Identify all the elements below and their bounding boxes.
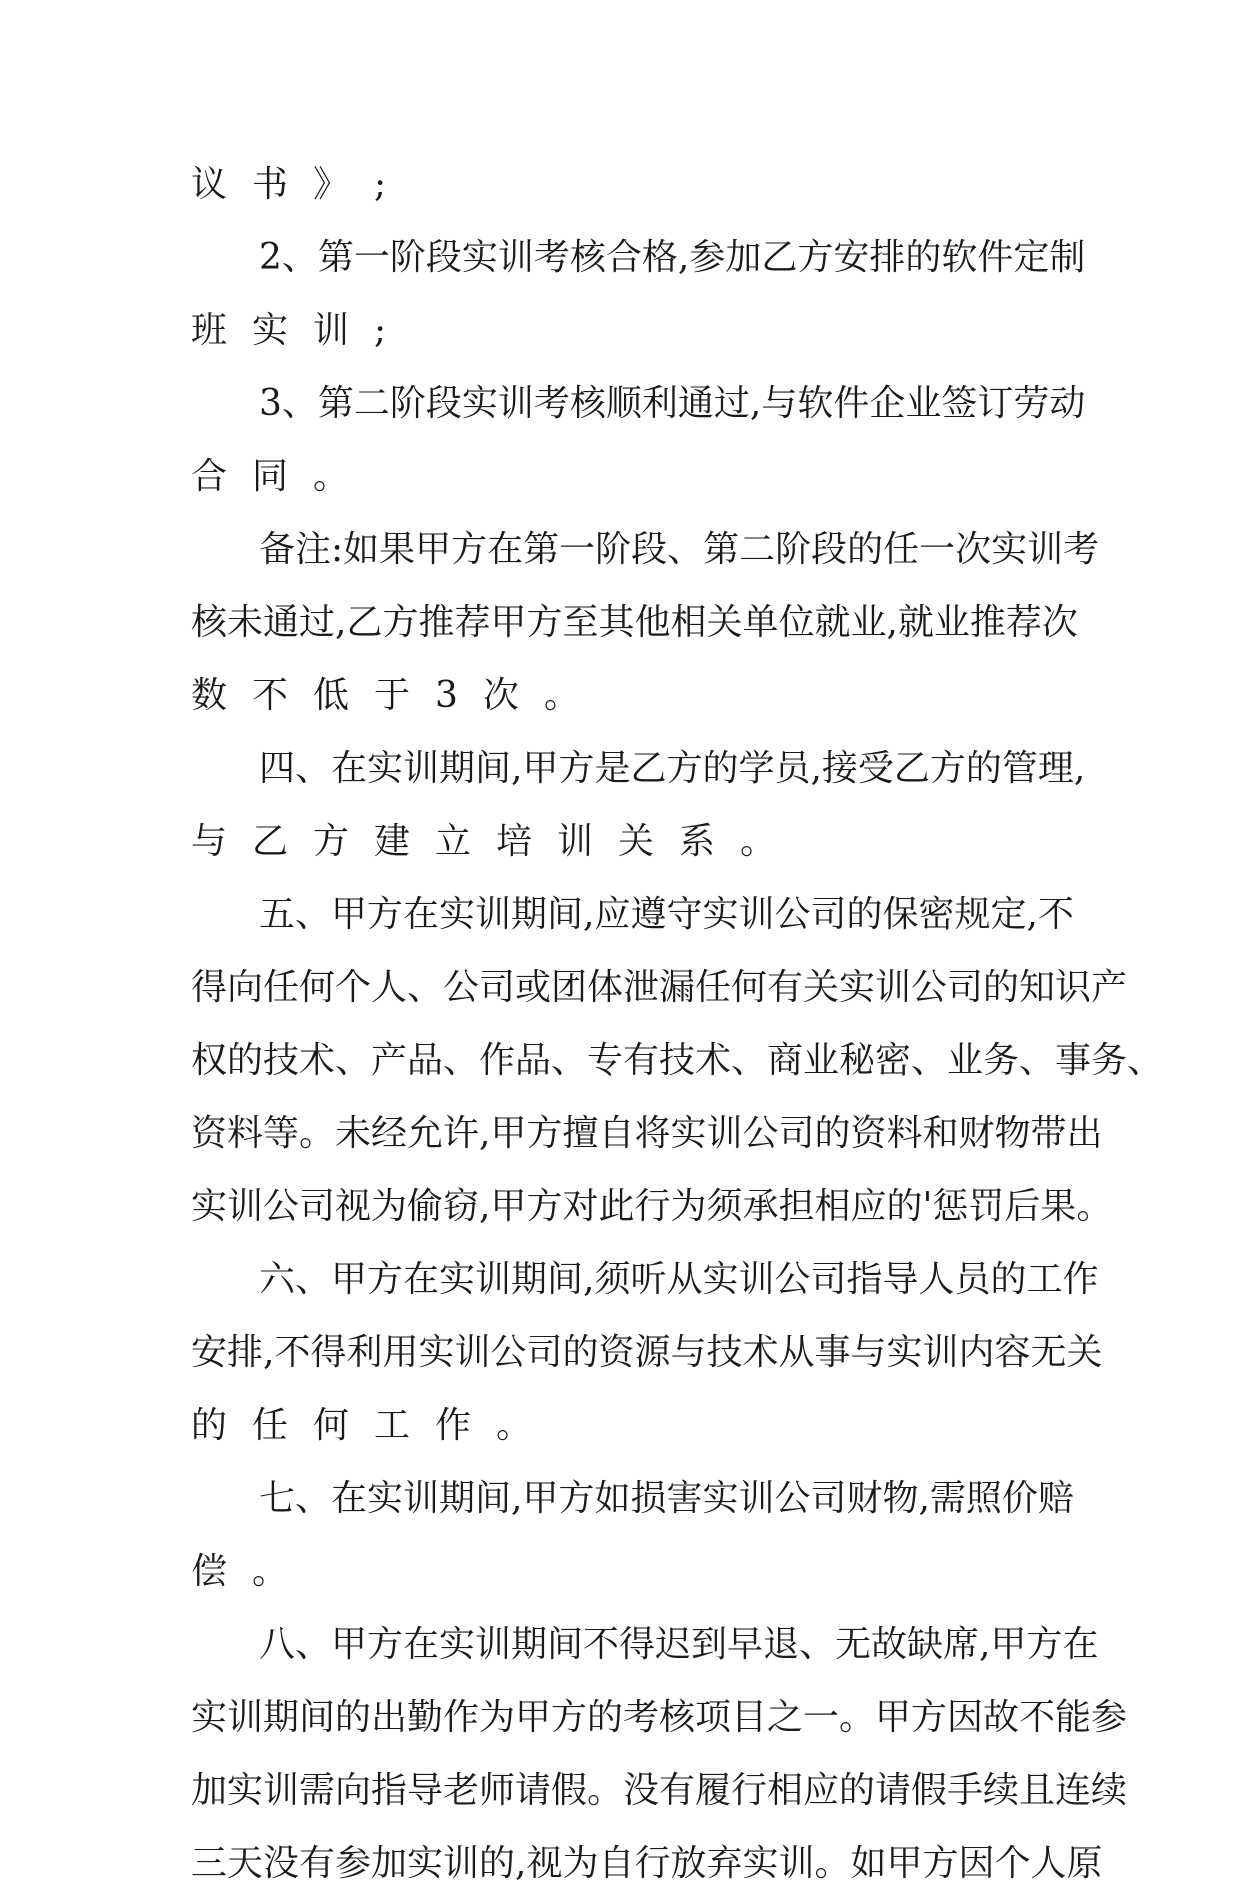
text-line: 实训期间的出勤作为甲方的考核项目之一。甲方因故不能参 <box>191 1697 1128 1738</box>
text-line: 3、第二阶段实训考核顺利通过,与软件企业签订劳动 <box>259 383 1086 424</box>
text-line: 2、第一阶段实训考核合格,参加乙方安排的软件定制 <box>259 237 1086 278</box>
document-body <box>191 148 1164 1900</box>
text-line: 三天没有参加实训的,视为自行放弃实训。如甲方因个人原 <box>191 1843 1103 1884</box>
text-line: 议书》; <box>191 164 412 205</box>
text-line: 四、在实训期间,甲方是乙方的学员,接受乙方的管理, <box>259 748 1086 789</box>
text-line: 六、甲方在实训期间,须听从实训公司指导人员的工作 <box>259 1259 1099 1300</box>
text-line: 资料等。未经允许,甲方擅自将实训公司的资料和财物带出 <box>191 1113 1103 1154</box>
text-line: 七、在实训期间,甲方如损害实训公司财物,需照价赔 <box>259 1478 1074 1519</box>
text-line: 核未通过,乙方推荐甲方至其他相关单位就业,就业推荐次 <box>191 602 1078 643</box>
text-line: 与乙方建立培训关系。 <box>191 821 802 862</box>
text-line: 安排,不得利用实训公司的资源与技术从事与实训内容无关 <box>191 1332 1103 1373</box>
text-line: 偿。 <box>191 1551 314 1592</box>
text-line: 得向任何个人、公司或团体泄漏任何有关实训公司的知识产 <box>191 967 1128 1008</box>
text-line: 权的技术、产品、作品、专有技术、商业秘密、业务、事务、 <box>191 1040 1164 1081</box>
text-line: 班实训; <box>191 310 412 351</box>
text-line: 实训公司视为偷窃,甲方对此行为须承担相应的'惩罚后果。 <box>191 1186 1113 1227</box>
text-line: 加实训需向指导老师请假。没有履行相应的请假手续且连续 <box>191 1770 1128 1811</box>
text-line: 数不低于3次。 <box>191 675 605 716</box>
text-line: 备注:如果甲方在第一阶段、第二阶段的任一次实训考 <box>259 529 1100 570</box>
text-line: 的任何工作。 <box>191 1405 558 1446</box>
text-line: 八、甲方在实训期间不得迟到早退、无故缺席,甲方在 <box>259 1624 1099 1665</box>
text-line: 五、甲方在实训期间,应遵守实训公司的保密规定,不 <box>259 894 1074 935</box>
text-line: 合同。 <box>191 456 375 497</box>
